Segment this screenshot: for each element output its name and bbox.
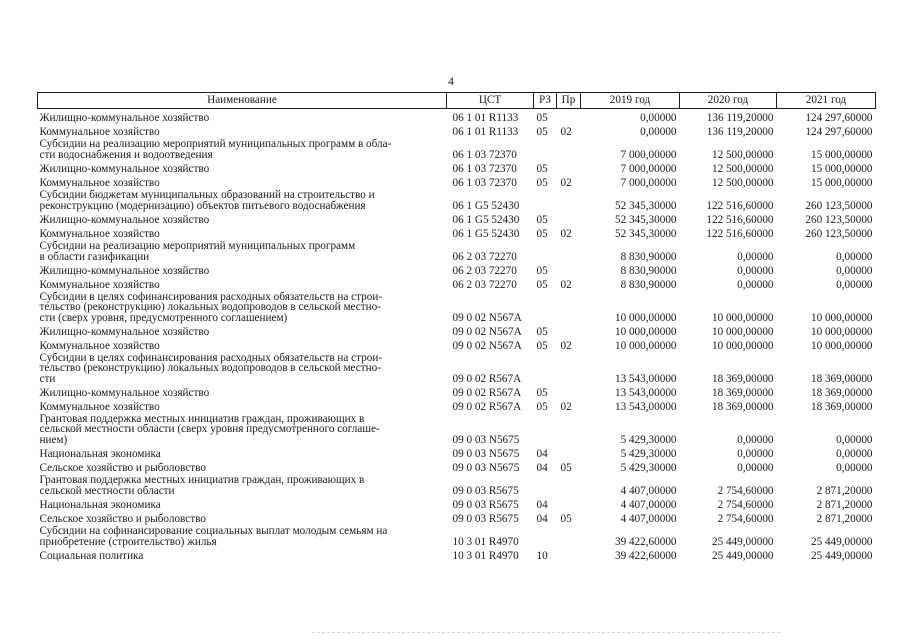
row-value-2019: 39 422,60000 [614,549,677,562]
table-body [38,109,876,562]
row-name-line: сти (сверх уровня, предусмотренного соглашением) [39,311,288,324]
row-rz: 05 [536,278,548,291]
row-value-2019: 4 407,00000 [620,512,677,525]
table-row [38,510,876,524]
row-name-line: Социальная политика [39,549,144,562]
row-rz: 04 [536,461,548,474]
row-value-2019: 8 830,90000 [620,264,677,277]
row-value-2020: 0,00000 [737,433,774,446]
row-value-2021: 0,00000 [836,461,873,474]
row-value-2021: 260 123,50000 [805,199,873,212]
table-row [38,323,876,337]
row-pr: 02 [560,125,572,138]
table-row [38,473,876,496]
row-cst: 09 0 02 N567A [452,325,522,338]
row-value-2021: 18 369,00000 [810,372,873,385]
row-name-line: Национальная экономика [39,498,161,511]
row-name [38,323,447,337]
table-row [38,459,876,473]
row-name-line: Коммунальное хозяйство [39,339,160,352]
row-value-2019: 5 429,30000 [620,433,677,446]
row-value-2020: 136 119,20000 [706,111,774,124]
row-name-line: Субсидии в целях софинансирования расходных обязательств на строи- [39,290,383,303]
row-pr [557,351,581,384]
row-name-line: Коммунальное хозяйство [39,125,160,138]
header-cst: ЦСТ [447,93,534,109]
table-row [38,337,876,351]
row-rz [534,524,557,547]
row-value-2020: 12 500,00000 [711,148,774,161]
row-value-2019: 0,00000 [640,111,677,124]
row-cst: 09 0 03 R5675 [452,512,519,525]
row-pr: 02 [560,400,572,413]
row-value-2020: 122 516,60000 [706,199,774,212]
row-pr [557,384,581,398]
row-rz: 05 [536,111,548,124]
row-value-2021: 25 449,00000 [810,549,873,562]
row-value-2020: 25 449,00000 [711,535,774,548]
row-name [38,123,447,137]
row-name-line: Жилищно-коммунальное хозяйство [39,111,210,124]
row-pr [557,188,581,211]
row-rz [534,351,557,384]
row-value-2019: 7 000,00000 [620,162,677,175]
row-name-line: Жилищно-коммунальное хозяйство [39,325,210,338]
row-value-2021: 15 000,00000 [810,176,873,189]
row-name-line: в области газификации [39,250,150,263]
row-cst: 10 3 01 R4970 [452,535,519,548]
row-name [38,412,447,445]
row-name-line: Грантовая поддержка местных инициатив граждан, проживающих в [39,474,365,487]
row-name-line: Национальная экономика [39,447,161,460]
row-value-2019: 0,00000 [640,125,677,138]
row-value-2019: 7 000,00000 [620,176,677,189]
header-rz: РЗ [534,93,557,109]
row-value-2020: 18 369,00000 [711,372,774,385]
row-name-line: Субсидии бюджетам муниципальных образований на строительство и [39,189,375,202]
row-name [38,137,447,160]
table-row [38,262,876,276]
row-value-2021: 260 123,50000 [805,227,873,240]
row-name [38,225,447,239]
row-value-2020: 10 000,00000 [711,325,774,338]
row-rz: 05 [536,339,548,352]
table-row [38,276,876,290]
row-rz [534,412,557,445]
row-cst: 09 0 03 R5675 [452,498,519,511]
row-cst: 06 1 03 72370 [452,176,517,189]
row-value-2019: 52 345,30000 [614,199,677,212]
row-name [38,398,447,412]
row-value-2019: 13 543,00000 [614,400,677,413]
row-value-2021: 18 369,00000 [810,400,873,413]
row-value-2021: 0,00000 [836,447,873,460]
row-value-2021: 2 871,20000 [816,484,873,497]
row-rz: 05 [536,227,548,240]
row-rz: 05 [536,162,548,175]
row-name [38,262,447,276]
table-row [38,225,876,239]
row-pr [557,160,581,174]
row-value-2019: 10 000,00000 [614,311,677,324]
row-cst: 06 1 G5 52430 [452,227,520,240]
row-rz: 04 [536,498,548,511]
row-name-line: Сельское хозяйство и рыболовство [39,512,206,525]
row-name [38,547,447,561]
row-name [38,290,447,323]
row-cst: 06 2 03 72270 [452,278,517,291]
row-name-line: Субсидии на реализацию мероприятий муниципальных программ [39,240,356,253]
table-row [38,188,876,211]
row-pr: 02 [560,278,572,291]
row-rz [534,290,557,323]
row-cst: 06 1 G5 52430 [452,213,520,226]
scan-artifact-line [312,632,780,633]
row-name [38,445,447,459]
row-value-2021: 18 369,00000 [810,386,873,399]
row-pr [557,473,581,496]
row-pr [557,445,581,459]
header-2021: 2021 год [777,93,876,109]
row-value-2021: 0,00000 [836,250,873,263]
row-pr: 05 [560,512,572,525]
row-value-2020: 0,00000 [737,461,774,474]
header-pr: Пр [557,93,581,109]
row-value-2020: 122 516,60000 [706,227,774,240]
row-value-2020: 0,00000 [737,278,774,291]
row-value-2020: 10 000,00000 [711,311,774,324]
row-value-2021: 10 000,00000 [810,339,873,352]
row-name [38,473,447,496]
row-cst: 09 0 02 R567A [452,400,522,413]
row-pr [557,211,581,225]
table-row [38,239,876,262]
row-value-2021: 2 871,20000 [816,512,873,525]
table-row [38,445,876,459]
row-name-line: сельской местности области [39,484,175,497]
row-name-line: тельство (реконструкцию) локальных водопроводов в сельской местно- [39,301,381,314]
row-value-2019: 8 830,90000 [620,250,677,263]
row-value-2021: 260 123,50000 [805,213,873,226]
row-value-2021: 124 297,60000 [805,111,873,124]
row-value-2021: 15 000,00000 [810,162,873,175]
row-cst: 06 1 03 72370 [452,148,517,161]
row-value-2020: 10 000,00000 [711,339,774,352]
row-name-line: сти [39,372,56,385]
row-name-line: Жилищно-коммунальное хозяйство [39,386,210,399]
row-cst: 09 0 02 R567A [452,372,522,385]
table-row [38,496,876,510]
row-pr [557,262,581,276]
row-value-2020: 2 754,60000 [717,484,774,497]
table-row [38,160,876,174]
row-cst: 09 0 03 N5675 [452,447,520,460]
row-value-2020: 12 500,00000 [711,176,774,189]
row-name [38,109,447,124]
row-value-2021: 0,00000 [836,278,873,291]
row-name-line: Жилищно-коммунальное хозяйство [39,162,210,175]
row-name-line: Субсидии на софинансирование социальных выплат молодым семьям на [39,525,388,538]
row-cst: 09 0 03 N5675 [452,461,520,474]
table-row [38,398,876,412]
row-pr: 05 [560,461,572,474]
table-row [38,123,876,137]
row-pr [557,239,581,262]
row-cst: 06 1 G5 52430 [452,199,520,212]
row-value-2020: 122 516,60000 [706,213,774,226]
row-pr: 02 [560,227,572,240]
row-rz [534,473,557,496]
table-row [38,524,876,547]
row-rz: 05 [536,325,548,338]
row-pr [557,137,581,160]
budget-table [37,92,876,561]
row-value-2020: 0,00000 [737,250,774,263]
table-row [38,351,876,384]
row-name-line: Коммунальное хозяйство [39,400,160,413]
row-name-line: Коммунальное хозяйство [39,176,160,189]
table-row [38,412,876,445]
row-pr: 02 [560,176,572,189]
row-value-2019: 13 543,00000 [614,386,677,399]
row-name-line: Жилищно-коммунальное хозяйство [39,264,210,277]
table-row [38,384,876,398]
row-name [38,160,447,174]
row-name [38,188,447,211]
row-value-2020: 18 369,00000 [711,400,774,413]
row-rz: 05 [536,264,548,277]
row-name [38,351,447,384]
row-name [38,384,447,398]
table-row [38,174,876,188]
row-name [38,276,447,290]
row-cst: 06 2 03 72270 [452,264,517,277]
row-name-line: Жилищно-коммунальное хозяйство [39,213,210,226]
row-name-line: тельство (реконструкцию) локальных водопроводов в сельской местно- [39,362,381,375]
row-name-line: Субсидии в целях софинансирования расходных обязательств на строи- [39,351,383,364]
row-pr [557,496,581,510]
row-name [38,239,447,262]
row-pr [557,290,581,323]
row-value-2021: 10 000,00000 [810,325,873,338]
row-rz: 05 [536,125,548,138]
row-rz: 04 [536,447,548,460]
row-value-2021: 2 871,20000 [816,498,873,511]
row-rz: 04 [536,512,548,525]
row-value-2021: 15 000,00000 [810,148,873,161]
row-name-line: приобретение (строительство) жилья [39,535,217,548]
row-cst: 09 0 02 N567A [452,311,522,324]
row-value-2021: 0,00000 [836,433,873,446]
row-value-2019: 52 345,30000 [614,227,677,240]
header-name: Наименование [38,93,447,109]
row-name-line: нием) [39,433,68,446]
row-value-2021: 124 297,60000 [805,125,873,138]
row-cst: 06 2 03 72270 [452,250,517,263]
row-pr [557,524,581,547]
row-value-2019: 5 429,30000 [620,447,677,460]
page-number: 4 [448,74,454,88]
row-cst: 09 0 03 R5675 [452,484,519,497]
header-2019: 2019 год [581,93,680,109]
row-value-2020: 0,00000 [737,264,774,277]
table-row [38,137,876,160]
row-cst: 06 1 01 R1133 [452,111,519,124]
row-value-2020: 18 369,00000 [711,386,774,399]
row-name [38,496,447,510]
row-name-line: Субсидии на реализацию мероприятий муниципальных программ в обла- [39,138,392,151]
row-name-line: Коммунальное хозяйство [39,278,160,291]
row-value-2019: 4 407,00000 [620,484,677,497]
row-name [38,524,447,547]
row-rz [534,137,557,160]
row-cst: 09 0 02 R567A [452,386,522,399]
row-rz [534,188,557,211]
row-name [38,459,447,473]
row-pr [557,323,581,337]
row-cst: 10 3 01 R4970 [452,549,519,562]
row-name-line: Коммунальное хозяйство [39,227,160,240]
row-name [38,510,447,524]
row-cst: 09 0 02 N567A [452,339,522,352]
table-row [38,547,876,561]
row-value-2020: 136 119,20000 [706,125,774,138]
row-value-2019: 7 000,00000 [620,148,677,161]
row-value-2020: 2 754,60000 [717,498,774,511]
row-cst: 06 1 01 R1133 [452,125,519,138]
row-rz: 05 [536,386,548,399]
row-value-2019: 5 429,30000 [620,461,677,474]
row-value-2020: 2 754,60000 [717,512,774,525]
row-name-line: Сельское хозяйство и рыболовство [39,461,206,474]
row-value-2020: 0,00000 [737,447,774,460]
row-value-2021: 10 000,00000 [810,311,873,324]
row-value-2020: 25 449,00000 [711,549,774,562]
row-cst: 06 1 03 72370 [452,162,517,175]
row-rz: 05 [536,213,548,226]
header-2020: 2020 год [680,93,777,109]
row-value-2019: 10 000,00000 [614,339,677,352]
row-value-2019: 4 407,00000 [620,498,677,511]
row-name [38,211,447,225]
row-cst: 09 0 03 N5675 [452,433,520,446]
table-row [38,109,876,124]
table-header [38,93,876,109]
row-value-2021: 25 449,00000 [810,535,873,548]
row-name-line: сельской местности области (сверх уровня предусмотренного соглаше- [39,423,380,436]
row-name-line: реконструкцию (модернизацию) объектов питьевого водоснабжения [39,199,366,212]
row-value-2021: 0,00000 [836,264,873,277]
row-name-line: сти водоснабжения и водоотведения [39,148,213,161]
row-pr [557,109,581,124]
row-value-2019: 39 422,60000 [614,535,677,548]
row-value-2019: 52 345,30000 [614,213,677,226]
row-value-2019: 10 000,00000 [614,325,677,338]
row-rz: 10 [536,549,548,562]
row-rz: 05 [536,176,548,189]
row-value-2019: 13 543,00000 [614,372,677,385]
row-name [38,174,447,188]
row-pr [557,412,581,445]
row-pr: 02 [560,339,572,352]
row-value-2019: 8 830,90000 [620,278,677,291]
row-pr [557,547,581,561]
table-row [38,211,876,225]
table-row [38,290,876,323]
row-name-line: Грантовая поддержка местных инициатив граждан, проживающих в [39,412,365,425]
row-rz [534,239,557,262]
row-value-2020: 12 500,00000 [711,162,774,175]
row-name [38,337,447,351]
row-rz: 05 [536,400,548,413]
